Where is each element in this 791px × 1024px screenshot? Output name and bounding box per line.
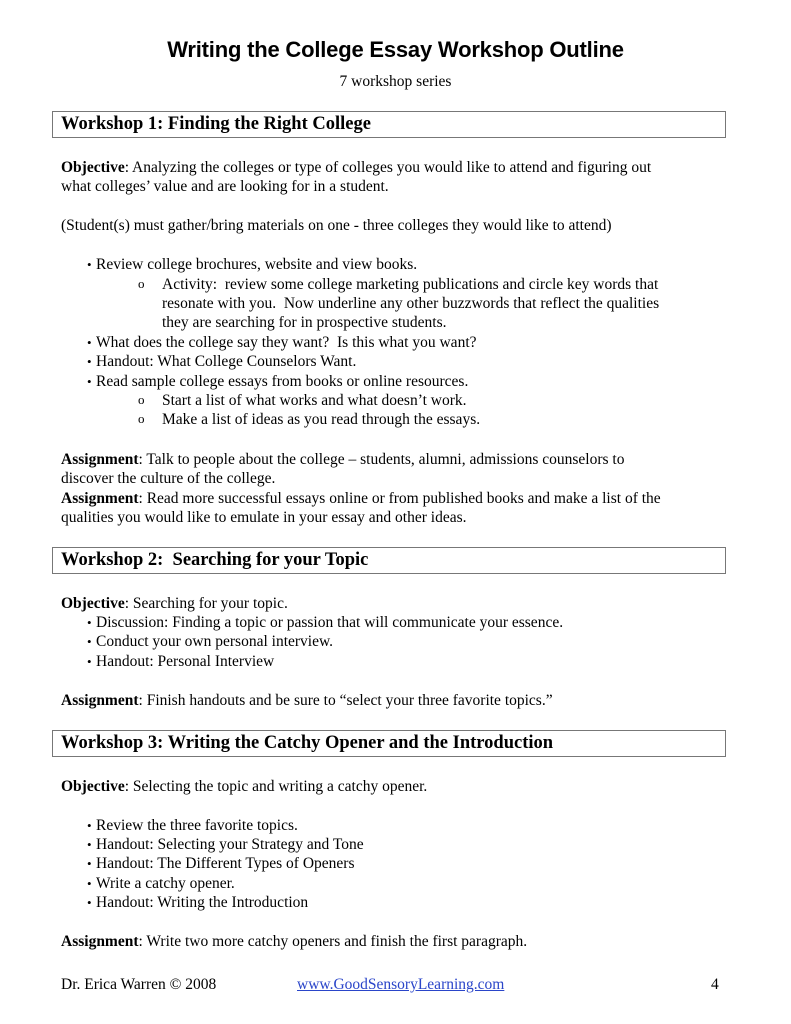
sub-bullet-icon: o (138, 392, 145, 407)
bullet-icon: • (87, 374, 92, 389)
assignment-label: Assignment (61, 451, 139, 468)
document-title: Writing the College Essay Workshop Outline (167, 37, 624, 62)
workshop-1-objective-cont: what colleges’ value and are looking for in a student. (61, 178, 389, 195)
list-item: • Handout: The Different Types of Openers (87, 855, 355, 872)
sub-list-item-cont: resonate with you. Now underline any other buzzwords that reflect the qualities (162, 295, 660, 312)
objective-label: Objective (61, 778, 125, 795)
workshop-1-header: Workshop 1: Finding the Right College (52, 111, 726, 138)
bullet-icon: • (87, 335, 92, 350)
workshop-3-header: Workshop 3: Writing the Catchy Opener and the Introduction (52, 730, 726, 757)
objective-label: Objective (61, 595, 125, 612)
list-item: • Handout: What College Counselors Want. (87, 353, 357, 370)
document-subtitle: 7 workshop series (339, 73, 452, 90)
bullet-icon: • (87, 634, 92, 649)
list-item: • Write a catchy opener. (87, 875, 235, 892)
objective-text: : Analyzing the colleges or type of colleges you would like to attend and figuring out (124, 159, 652, 176)
objective-label: Objective (61, 159, 125, 176)
sub-list-item: Make a list of ideas as you read through the essays. (162, 411, 481, 428)
footer-website-link[interactable]: www.GoodSensoryLearning.com (297, 976, 505, 993)
workshop-2-assignment: Assignment: Finish handouts and be sure to “select your three favorite topics.” (61, 692, 553, 709)
workshop-2-header: Workshop 2: Searching for your Topic (52, 547, 726, 574)
workshop-1-assignment-2: Assignment: Read more successful essays online or from published books and make a list of the (61, 490, 661, 507)
list-item: • Review college brochures, website and view books. (87, 256, 418, 273)
sub-bullet-icon: o (138, 411, 145, 426)
list-item: • Handout: Writing the Introduction (87, 894, 309, 911)
workshop-1-assignment-2-cont: qualities you would like to emulate in your essay and other ideas. (61, 509, 467, 526)
workshop-1-assignment-1-cont: discover the culture of the college. (61, 470, 276, 487)
workshop-3-assignment: Assignment: Write two more catchy openers and finish the first paragraph. (61, 933, 528, 950)
assignment-label: Assignment (61, 933, 139, 950)
workshop-1-note: (Student(s) must gather/bring materials on one - three colleges they would like to attend) (61, 217, 612, 234)
footer-author: Dr. Erica Warren © 2008 (61, 976, 217, 993)
bullet-icon: • (87, 856, 92, 871)
bullet-icon: • (87, 615, 92, 630)
workshop-3-objective: Objective: Selecting the topic and writing a catchy opener. (61, 778, 428, 795)
list-item: • Read sample college essays from books or online resources. (87, 373, 469, 390)
list-item: • Conduct your own personal interview. (87, 633, 334, 650)
list-item: • Handout: Selecting your Strategy and Tone (87, 836, 364, 853)
workshop-2-objective: Objective: Searching for your topic. (61, 595, 288, 612)
list-item: • What does the college say they want? Is this what you want? (87, 334, 477, 351)
sub-list-item: Start a list of what works and what doesn’t work. (162, 392, 467, 409)
bullet-icon: • (87, 354, 92, 369)
sub-list-item-cont: they are searching for in prospective students. (162, 314, 447, 331)
bullet-icon: • (87, 654, 92, 669)
list-item: • Review the three favorite topics. (87, 817, 298, 834)
bullet-icon: • (87, 895, 92, 910)
workshop-1-assignment-1: Assignment: Talk to people about the college – students, alumni, admissions counselors to (61, 451, 625, 468)
list-item: • Discussion: Finding a topic or passion that will communicate your essence. (87, 614, 564, 631)
assignment-label: Assignment (61, 490, 139, 507)
assignment-label: Assignment (61, 692, 139, 709)
list-item: • Handout: Personal Interview (87, 653, 275, 670)
sub-list-item: Activity: review some college marketing publications and circle key words that (162, 276, 659, 293)
bullet-icon: • (87, 818, 92, 833)
bullet-icon: • (87, 837, 92, 852)
bullet-icon: • (87, 257, 92, 272)
page-number: 4 (711, 976, 719, 993)
workshop-1-objective (61, 158, 651, 177)
bullet-icon: • (87, 876, 92, 891)
sub-bullet-icon: o (138, 276, 145, 291)
